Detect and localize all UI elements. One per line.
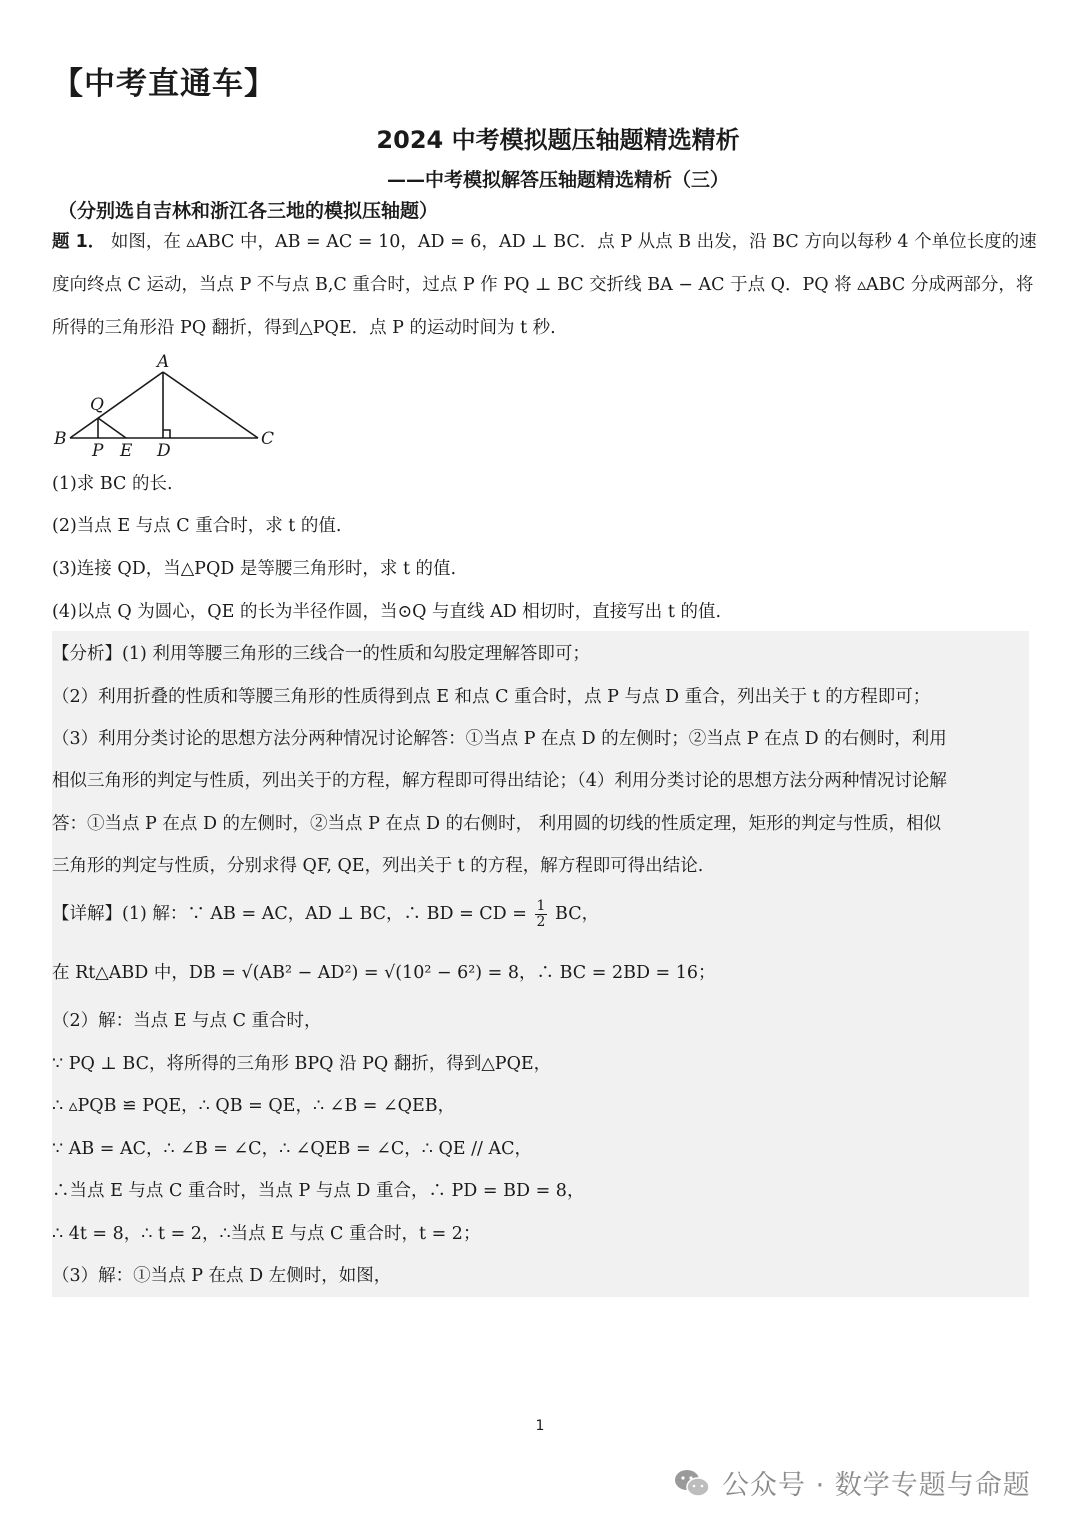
label-a: A (157, 352, 170, 372)
label-e: E (120, 441, 133, 460)
problem-line-2: 度向终点 C 运动，当点 P 不与点 B,C 重合时，过点 P 作 PQ ⊥ BC 交折线 BA − AC 于点 Q．PQ 将 ▵ABC 分成两部分，将 (52, 275, 1034, 295)
solution-line-9: （3）解：①当点 P 在点 D 左侧时，如图， (52, 1266, 392, 1286)
analysis-line-2: （2）利用折叠的性质和等腰三角形的性质得到点 E 和点 C 重合时，点 P 与点 D 重合，列出关于 t 的方程即可； (52, 687, 931, 707)
page-subtitle: ——中考模拟解答压轴题精选精析（三） (386, 169, 729, 191)
question-2: (2)当点 E 与点 C 重合时，求 t 的值. (52, 516, 342, 536)
page-number: 1 (535, 1418, 545, 1434)
question-3: (3)连接 QD，当△PQD 是等腰三角形时，求 t 的值. (52, 559, 457, 579)
solution-line-2: 在 Rt△ABD 中，DB = √(AB² − AD²) = √(10² − 6²) = 8，∴ BC = 2BD = 16； (52, 963, 716, 983)
solution-line-3: （2）解：当点 E 与点 C 重合时， (52, 1011, 322, 1031)
question-1: (1)求 BC 的长. (52, 474, 173, 494)
page-title: 2024 中考模拟题压轴题精选精析 (376, 126, 740, 154)
problem-label: 题 1． (52, 232, 106, 252)
problem-text-1: 如图，在 ▵ABC 中，AB = AC = 10，AD = 6，AD ⊥ BC．点 P 从点 B 出发，沿 BC 方向以每秒 4 个单位长度的速 (110, 232, 1037, 252)
solution-line-8: ∴ 4t = 8，∴ t = 2，∴当点 E 与点 C 重合时，t = 2； (52, 1224, 481, 1244)
fraction-numerator: 1 (536, 898, 546, 914)
solution-line-1 (52, 899, 1032, 930)
label-d: D (157, 441, 171, 460)
brand-heading: 【中考直通车】 (52, 66, 276, 102)
wechat-icon (672, 1468, 712, 1498)
analysis-line-1: 【分析】(1) 利用等腰三角形的三线合一的性质和勾股定理解答即可； (52, 644, 590, 664)
analysis-line-4: 相似三角形的判定与性质，列出关于的方程，解方程即可得出结论；（4）利用分类讨论的思想方法分两种情况讨论解 (52, 771, 947, 791)
solution-line-1-pre: 【详解】(1) 解：∵ AB = AC，AD ⊥ BC，∴ BD = CD = (52, 904, 527, 924)
solution-line-5: ∴ ▵PQB ≌ PQE，∴ QB = QE，∴ ∠B = ∠QEB， (52, 1096, 456, 1116)
problem-line-1 (52, 229, 1037, 255)
analysis-line-3: （3）利用分类讨论的思想方法分两种情况讨论解答：①当点 P 在点 D 的左侧时；②当点 P 在点 D 的右侧时，利用 (52, 729, 947, 749)
fraction-half (535, 899, 548, 930)
analysis-line-6: 三角形的判定与性质，分别求得 QF, QE，列出关于 t 的方程，解方程即可得出结论. (52, 856, 704, 876)
triangle-figure (50, 350, 290, 460)
source-note: （分别选自吉林和浙江各三地的模拟压轴题） (58, 200, 439, 222)
watermark-text: 公众号 · 数学专题与命题 (722, 1470, 1031, 1501)
fraction-denominator: 2 (536, 914, 546, 930)
solution-line-1-post: BC， (555, 904, 600, 924)
watermark (672, 1463, 1031, 1502)
label-c: C (261, 429, 275, 449)
solution-line-4: ∵ PQ ⊥ BC，将所得的三角形 BPQ 沿 PQ 翻折，得到△PQE， (52, 1054, 552, 1074)
analysis-line-5: 答：①当点 P 在点 D 的左侧时，②当点 P 在点 D 的右侧时， 利用圆的切线的性质定理，矩形的判定与性质，相似 (52, 814, 942, 834)
question-4: (4)以点 Q 为圆心，QE 的长为半径作圆，当⊙Q 与直线 AD 相切时，直接写出 t 的值. (52, 602, 722, 622)
solution-line-6: ∵ AB = AC，∴ ∠B = ∠C，∴ ∠QEB = ∠C，∴ QE // AC， (52, 1139, 533, 1159)
label-q: Q (90, 395, 104, 415)
solution-line-7: ∴当点 E 与点 C 重合时，当点 P 与点 D 重合，∴ PD = BD = 8， (52, 1181, 585, 1201)
label-b: B (54, 429, 67, 449)
label-p: P (92, 441, 104, 460)
problem-line-3: 所得的三角形沿 PQ 翻折，得到△PQE．点 P 的运动时间为 t 秒. (52, 318, 556, 338)
